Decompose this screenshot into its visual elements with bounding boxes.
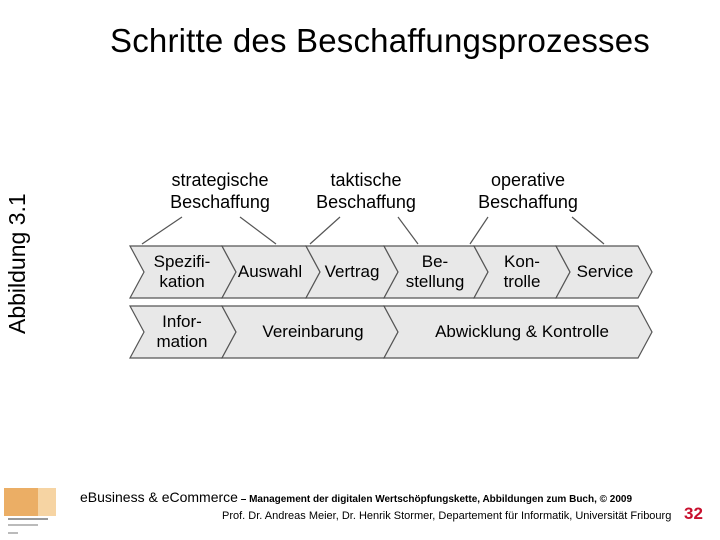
slide-title: Schritte des Beschaffungsprozesses [110,22,650,59]
label-service: Service [576,262,634,281]
label-abwicklung: Abwicklung & Kontrolle [435,322,609,341]
logo-line [8,524,38,526]
footer-brand: eBusiness & eCommerce [80,489,238,505]
label-kontrolle: Kon- trolle [503,252,541,291]
figure-label: Abbildung 3.1 [4,193,30,334]
footer-authors: Prof. Dr. Andreas Meier, Dr. Henrik Stormer, Departement für Informatik, Universität Fribourg [222,510,672,522]
connector-line [572,217,604,244]
connector-line [240,217,276,244]
footer-subtitle: – Management der digitalen Wertschöpfungskette, Abbildungen zum Buch, © 2009 [237,494,633,505]
label-information: Infor- mation [156,312,208,351]
page-number: 32 [684,504,703,523]
logo-block [38,488,56,516]
heading-tactical: taktische Beschaffung [316,170,416,212]
label-auswahl: Auswahl [237,262,303,281]
connector-line [470,217,488,244]
connector-line [142,217,182,244]
label-vertrag: Vertrag [324,262,380,281]
book-logo [0,484,62,540]
label-bestellung: Be- stellung [405,252,465,291]
footer-book-title [80,489,632,505]
label-vereinbarung: Vereinbarung [262,322,364,341]
logo-block [4,488,38,516]
connector-line [398,217,418,244]
logo-line [8,532,18,534]
label-spezifikation: Spezifi- kation [153,252,211,291]
heading-operative: operative Beschaffung [478,170,578,212]
logo-line [8,518,48,520]
heading-strategic: strategische Beschaffung [170,170,270,212]
connector-lines [142,217,604,244]
connector-line [310,217,340,244]
